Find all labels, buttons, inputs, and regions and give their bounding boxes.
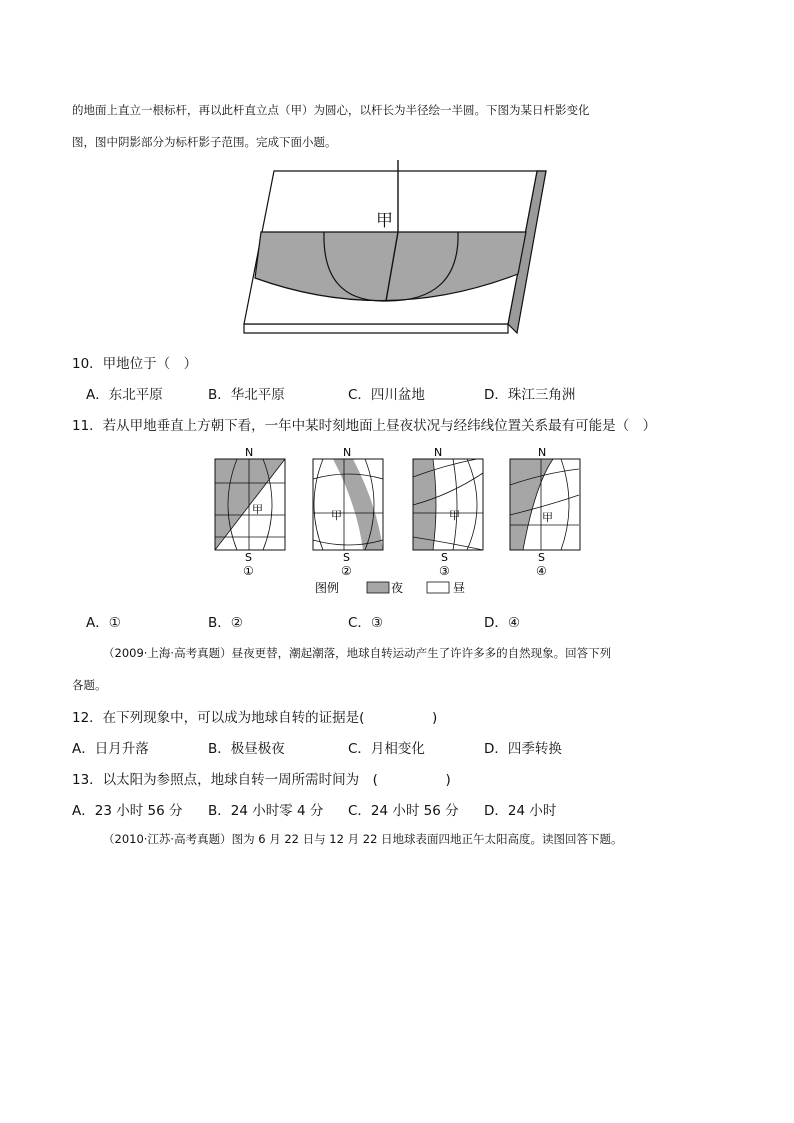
q13-stem: 13．以太阳为参照点，地球自转一周所需时间为 ( ) [72, 772, 451, 788]
shadow-figure [240, 160, 555, 338]
panel-3-number: ③ [439, 564, 450, 578]
q10-option-a[interactable]: A．东北平原 [86, 387, 163, 403]
panel-2-north: N [343, 446, 352, 459]
q13-option-c[interactable]: C．24 小时 56 分 [348, 803, 459, 819]
panel-1-number: ① [243, 564, 254, 578]
q12-option-a[interactable]: A．日月升落 [72, 741, 149, 757]
block-front-face [244, 324, 508, 333]
panel-2-number: ② [341, 564, 352, 578]
q12-option-c[interactable]: C．月相变化 [348, 741, 425, 757]
q10-stem: 10．甲地位于（ ） [72, 356, 198, 372]
panel-1-south: S [245, 551, 252, 564]
q12-option-d[interactable]: D．四季转换 [484, 741, 562, 757]
panel-4-point: 甲 [542, 511, 553, 524]
legend-night-swatch [367, 582, 389, 593]
context2-line-2: 各题。 [72, 678, 107, 692]
q13-option-d[interactable]: D．24 小时 [484, 803, 557, 819]
legend-day-swatch [427, 582, 449, 593]
q11-stem: 11．若从甲地垂直上方朝下看，一年中某时刻地面上昼夜状况与经纬线位置关系最有可能是（ ） [72, 418, 657, 434]
intro-line-1: 的地面上直立一根标杆，再以此杆直立点（甲）为圆心，以杆长为半径绘一半圆。下图为某日杆影变化 [72, 103, 590, 117]
q12-stem: 12．在下列现象中，可以成为地球自转的证据是( ) [72, 710, 438, 726]
q12-option-b[interactable]: B．极昼极夜 [208, 741, 285, 757]
intro-line-2: 图，图中阴影部分为标杆影子范围。完成下面小题。 [72, 135, 337, 149]
legend [315, 580, 465, 595]
panel-3-point: 甲 [449, 509, 460, 522]
legend-title: 图例 [315, 581, 340, 595]
panel-4 [510, 446, 580, 578]
panel-1-north: N [245, 446, 254, 459]
q11-option-c[interactable]: C．③ [348, 615, 384, 631]
context3-line-1: （2010·江苏·高考真题）图为 6 月 22 日与 12 月 22 日地球表面四地正午太阳高度。读图回答下题。 [103, 832, 623, 846]
panel-4-number: ④ [536, 564, 547, 578]
panel-3-north: N [434, 446, 443, 459]
panel-4-north: N [538, 446, 547, 459]
panel-3-south: S [441, 551, 448, 564]
panel-2-point: 甲 [331, 509, 342, 522]
q13-option-b[interactable]: B．24 小时零 4 分 [208, 803, 324, 819]
q10-option-d[interactable]: D．珠江三角洲 [484, 387, 576, 403]
panel-1 [215, 446, 285, 578]
panel-2-south: S [343, 551, 350, 564]
panel-2 [313, 446, 383, 578]
legend-day-label: 昼 [453, 581, 466, 595]
legend-night-label: 夜 [391, 581, 404, 595]
context2-line-1: （2009·上海·高考真题）昼夜更替，潮起潮落，地球自转运动产生了许许多多的自然现象。回答下列 [103, 646, 612, 660]
day-night-diagram [205, 445, 595, 597]
q13-option-a[interactable]: A．23 小时 56 分 [72, 803, 183, 819]
q11-option-b[interactable]: B．② [208, 615, 243, 631]
q10-option-c[interactable]: C．四川盆地 [348, 387, 425, 403]
q11-option-d[interactable]: D．④ [484, 615, 520, 631]
panel-3 [413, 446, 483, 578]
q10-option-b[interactable]: B．华北平原 [208, 387, 285, 403]
panel-4-south: S [538, 551, 545, 564]
panel-1-point: 甲 [252, 503, 263, 516]
point-jia-label: 甲 [376, 211, 393, 231]
q11-option-a[interactable]: A．① [86, 615, 121, 631]
